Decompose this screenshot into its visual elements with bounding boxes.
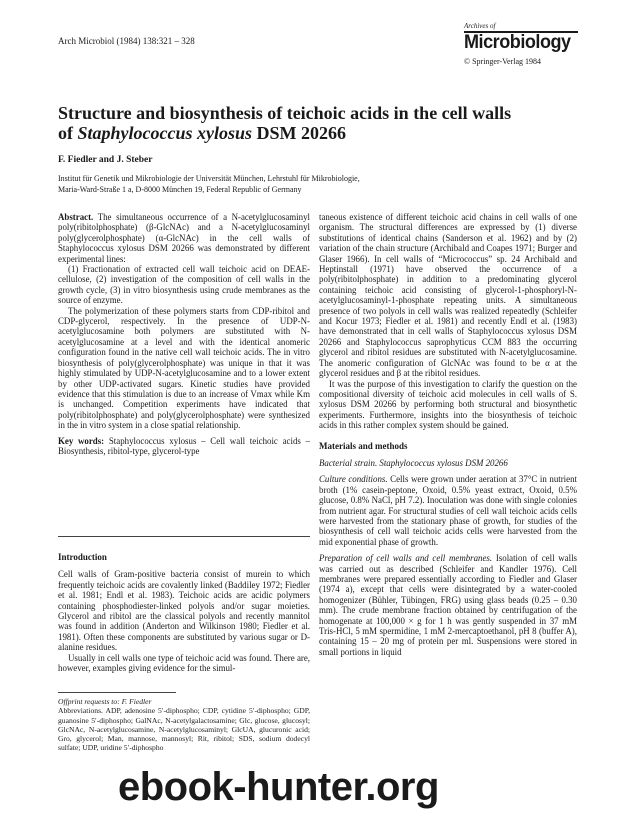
- section-divider: [58, 536, 310, 537]
- prep-label: Preparation of cell walls and cell membranes.: [319, 553, 493, 564]
- right-p2: It was the purpose of this investigation to clarify the question on the compositional diversity of teichoic acid molecules in cell walls of S. xylosus DSM 20266 by performing both structural and biosynthetic experiments. Furthermore, insights into the biosynthesis of teichoic acids in this rather complex system should be gained.: [319, 378, 577, 431]
- affiliation: Institut für Genetik und Mikrobiologie der Universität München, Lehrstuhl für Mikrobiologie, Maria-Ward-Straße 1 a, D-8000 München 19, Federal Republic of Germany: [58, 174, 360, 194]
- introduction-p2: Usually in cell walls one type of teichoic acid was found. There are, however, examples giving evidence for the simul-: [58, 652, 310, 674]
- culture-text: Cells were grown under aeration at 37°C in nutrient broth (1% casein-peptone, Oxoid, 0.5% yeast extract, Oxoid, 0.5% glucose, 0.8% NaCl, pH 7.2). Inoculation was done with single colonies from nutrient agar. For structural studies of cell wall teichoic acids cells were harvested from the stationary phase of growth, for studies of the biosynthesis of cell wall teichoic acids cells were harvested from the mid exponential phase of growth.: [319, 474, 577, 547]
- title-line-2: of Staphylococcus xylosus DSM 20266: [58, 123, 347, 143]
- archives-of-label: Archives of: [464, 22, 496, 30]
- abstract-label: Abstract.: [58, 212, 94, 222]
- prep-text: Isolation of cell walls was carried out as described (Schleifer and Kandler 1976). Cell membranes were prepared essentially according to Fiedler and Glaser (1974 a), except that cells were disintegrated by a water-cooled homogenizer (Bühler, Tübingen, FRG) using glass beads (0.25 – 0.30 mm). The crude membrane fraction obtained by centrifugation of the homogenate at 100,000 × g for 1 h was gently suspended in 37 mM Tris-HCl, 5 mM spermidine, 1 mM 2-mercaptoethanol, pH 8 (buffer A), containing 15 – 20 mg of protein per ml. Suspensions were stored in small portions in liquid: [319, 553, 578, 657]
- watermark-link[interactable]: ebook-hunter.org: [118, 765, 439, 809]
- keywords: Key words: Staphylococcus xylosus – Cell wall teichoic acids – Biosynthesis, ribitol-type, glycerol-type: [58, 435, 310, 456]
- abstract-p3: The polymerization of these polymers starts from CDP-ribitol and CDP-glycerol, respectively. In the presence of UDP-N-acetylglucosamine both polymers are substituted with N-acetylglucosamine at a level and with the identical anomeric configuration found in the native cell wall teichoic acids. The in vitro biosynthesis of poly(glycerolphosphate) was unique in that it was highly stimulated by UDP-N-acetylglucosamine and to a lower extent by other UDP-activated sugars. Kinetic studies have provided evidence that this stimulation is due to an increase of Vmax while Km is unchanged. Competition experiments have indicated that poly(ribitolphosphate) and poly(glycerolphosphate) were synthesized in the in vitro system in a close spatial relationship.: [58, 305, 310, 431]
- introduction-heading: Introduction: [58, 552, 107, 562]
- bacterial-strain: Bacterial strain. Staphylococcus xylosus DSM 20266: [319, 457, 508, 468]
- methods-heading: Materials and methods: [319, 440, 408, 451]
- publisher-copyright: © Springer-Verlag 1984: [464, 57, 542, 66]
- abstract-p2: (1) Fractionation of extracted cell wall teichoic acid on DEAE-cellulose, (2) investigation of the composition of cell walls in the growth cycle, (3) in vitro biosynthesis using crude membranes as the source of enzyme.: [58, 264, 310, 306]
- introduction-p1: Cell walls of Gram-positive bacteria consist of murein to which frequently teichoic acids are covalently linked (Baddiley 1972; Fiedler et al. 1981; Endl et al. 1983). Teichoic acids are acidic polymers containing phosphodiester-linked polyols and/or sugar moieties. Glycerol and ribitol are the classical polyols and recently mannitol was found in addition (Anderton and Wilkinson 1980; Fiedler et al. 1981). Often these components are substituted by various sugar or D-alanine residues.: [58, 569, 310, 653]
- title-line-1: Structure and biosynthesis of teichoic acids in the cell walls: [58, 103, 512, 123]
- running-head: Arch Microbiol (1984) 138:321 – 328: [58, 36, 195, 46]
- journal-masthead: [464, 22, 584, 66]
- right-p1: taneous existence of different teichoic acid chains in cell walls of one organism. The structural differences are expressed by (1) diverse substitutions of identical chains (Sanderson et al. 1962) and by (2) variation of the chain structure (Archibald and Coapes 1971; Burger and Glaser 1966). In cell walls of “Micrococcus” sp. 24 Archibald and Heptinstall (1971) have observed the occurrence of a poly(ribitolphosphate) in addition to a predominating glycerol containing teichoic acid consisting of glycerol-1-phosphoryl-N-acetylglucosaminyl-1-phosphate repeating units. A simultaneous presence of two polyols in cell walls was realized repeatedly (Schleifer and Kocur 1973; Fiedler et al. 1981) and recently Endl et al. (1983) have demonstrated that in cell walls of Staphylococcus xylosus DSM 20266 and Staphylococcus saprophyticus CCM 883 the occurring glycerol and ribitol residues are substituted with N-acetylglucosamine. The anomeric configuration of GlcNAc was found to be α at the glycerol residues and β at the ribitol residues.: [319, 212, 577, 379]
- introduction: [58, 552, 310, 673]
- abstract-p1: The simultaneous occurrence of a N-acetylglucosaminyl poly(ribitolphosphate) (β-GlcNAc) and a N-acetylglucosaminyl poly(glycerolphosphate) (α-GlcNAc) in the cell walls of Staphylococcus xylosus DSM 20266 was demonstrated by different experimental lines:: [58, 212, 310, 264]
- title-species: Staphylococcus xylosus: [77, 123, 253, 143]
- authors: F. Fiedler and J. Steber: [58, 155, 153, 165]
- abstract: [58, 212, 310, 456]
- article-title: [58, 103, 568, 143]
- culture-label: Culture conditions.: [319, 474, 388, 485]
- right-column: [319, 212, 577, 657]
- journal-logo: Microbiology: [464, 31, 578, 53]
- abbreviations: Abbreviations. ADP, adenosine 5′-diphospho; CDP, cytidine 5′-diphospho; GDP, guanosine 5′-diphospho; GalNAc, N-acetylgalactosamine; Glc, glucose, glucosyl; GlcNAc, N-acetylglucosamine, N-acetylglucosaminyl; GlcUA, glucuronic acid; Gro, glycerol; Man, mannose, mannosyl; Rit, ribitol; SDS, sodium dodecyl sulfate; UDP, uridine 5′-diphospho: [58, 706, 310, 753]
- footnote-rule: [58, 692, 176, 693]
- footnote: [58, 697, 310, 753]
- offprint-requests: Offprint requests to: F. Fiedler: [58, 697, 152, 706]
